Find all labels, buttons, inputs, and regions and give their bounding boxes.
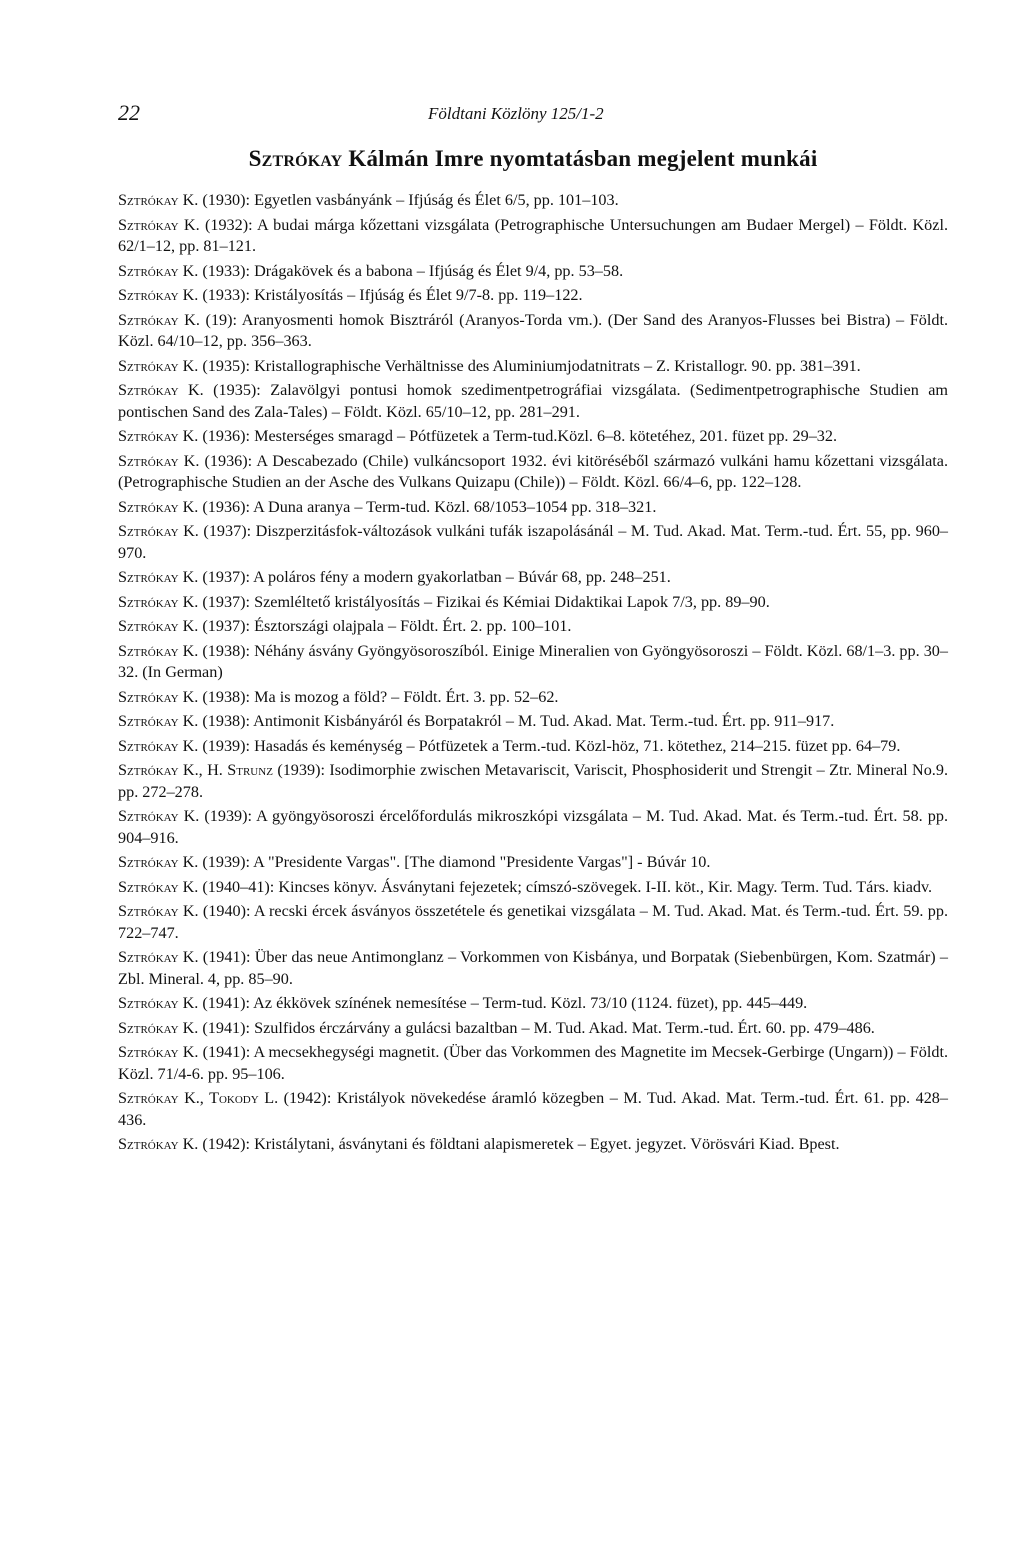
reference-author: Sztrókay K. [118, 451, 200, 470]
reference-entry [118, 567, 948, 589]
reference-text: (1942): Kristálytani, ásványtani és földtani alapismeretek – Egyet. jegyzet. Vörösvári Kiad. Bpest. [198, 1135, 840, 1153]
reference-author: Sztrókay K. [118, 286, 199, 304]
section-title [118, 146, 948, 186]
reference-entry [118, 1042, 948, 1085]
reference-entry [118, 711, 948, 733]
reference-entry [118, 806, 948, 849]
reference-text: (1939): Isodimorphie zwischen Metavariscit, Variscit, Phosphosiderit und Strengit – Ztr. Mineral No.9. pp. 272–278. [118, 761, 948, 801]
reference-text: (19): Aranyosmenti homok Bisztráról (Aranyos-Torda vm.). (Der Sand des Aranyos-Flusses bei Bistra) – Földt. Közl. 64/10–12, pp. 356–363. [118, 310, 949, 350]
reference-text: (1930): Egyetlen vasbányánk – Ifjúság és Élet 6/5, pp. 101–103. [198, 191, 619, 209]
reference-text: (1940–41): Kincses könyv. Ásványtani fejezetek; címszó-szövegek. I-II. köt., Kir. Magy. Term. Tud. Társ. kiadv. [198, 877, 933, 896]
reference-author: Sztrókay K., Tokody L. [118, 1089, 279, 1107]
page-number: 22 [118, 100, 140, 125]
reference-entry [118, 760, 948, 803]
running-header [118, 100, 948, 140]
reference-entry [118, 641, 948, 684]
reference-author: Sztrókay K. [118, 687, 199, 706]
reference-text: (1939): A gyöngyösoroszi ércelőfordulás mikroszkópi vizsgálata – M. Tud. Akad. Mat. és Term.-tud. Ért. 58. pp. 904–916. [118, 807, 948, 847]
reference-author: Sztrókay K. [118, 712, 199, 730]
reference-text: (1941): Az ékkövek színének nemesítése – Term-tud. Közl. 73/10 (1124. füzet), pp. 445–449. [198, 994, 808, 1012]
reference-entry [118, 190, 948, 212]
reference-entry [118, 1018, 948, 1040]
reference-author: Sztrókay K. [118, 427, 199, 445]
reference-entry [118, 1134, 948, 1156]
reference-entry [118, 993, 948, 1015]
reference-text: (1939): A "Presidente Vargas". [The diamond "Presidente Vargas"] - Búvár 10. [198, 853, 711, 871]
reference-text: (1940): A recski ércek ásványos összetétele és genetikai vizsgálata – M. Tud. Akad. Mat. és Term.-tud. Ért. 59. pp. 722–747. [118, 902, 949, 942]
reference-text: (1937): A poláros fény a modern gyakorlatban – Búvár 68, pp. 248–251. [198, 568, 671, 586]
reference-author: Sztrókay K. [118, 641, 199, 660]
reference-text: (1937): Diszperzitásfok-változások vulkáni tufák iszapolásánál – M. Tud. Akad. Mat. Term.-tud. Ért. 55, pp. 960–970. [118, 522, 949, 562]
page [118, 100, 948, 1159]
reference-author: Sztrókay K. [118, 592, 199, 611]
reference-entry [118, 947, 948, 990]
reference-author: Sztrókay K. [118, 877, 199, 896]
reference-entry [118, 261, 948, 283]
reference-text: (1932): A budai márga kőzettani vizsgálata (Petrographische Untersuchungen am Budaer Mergel) – Földt. Közl. 62/1–12, pp. 81–121. [118, 215, 949, 255]
reference-author: Sztrókay K. [118, 310, 200, 329]
reference-author: Sztrókay K. [118, 807, 200, 825]
reference-text: (1936): Mesterséges smaragd – Pótfüzetek a Term-tud.Közl. 6–8. kötetéhez, 201. füzet pp. 29–32. [198, 427, 838, 445]
reference-entry [118, 451, 948, 494]
reference-text: (1933): Drágakövek és a babona – Ifjúság és Élet 9/4, pp. 53–58. [198, 261, 624, 280]
reference-author: Sztrókay K. [118, 948, 199, 966]
reference-list [118, 190, 948, 1156]
reference-author: Sztrókay K. [118, 1043, 199, 1061]
reference-author: Sztrókay K. [118, 497, 199, 516]
reference-text: (1933): Kristályosítás – Ifjúság és Élet 9/7-8. pp. 119–122. [198, 286, 583, 304]
reference-entry [118, 426, 948, 448]
title-name: Sztrókay [248, 146, 343, 171]
reference-text: (1936): A Duna aranya – Term-tud. Közl. 68/1053–1054 pp. 318–321. [198, 497, 657, 516]
reference-entry [118, 521, 948, 564]
reference-author: Sztrókay K. [118, 191, 199, 209]
reference-author: Sztrókay K. [118, 522, 199, 540]
reference-author: Sztrókay K. [118, 1018, 199, 1037]
reference-author: Sztrókay K. [118, 381, 204, 399]
journal-title: Földtani Közlöny 125/1-2 [428, 104, 604, 123]
reference-author: Sztrókay K. [118, 853, 199, 871]
title-rest: Kálmán Imre nyomtatásban megjelent munkái [342, 146, 818, 171]
reference-text: (1939): Hasadás és keménység – Pótfüzetek a Term.-tud. Közl-höz, 71. kötethez, 214–215. füzet pp. 64–79. [198, 736, 901, 755]
reference-author: Sztrókay K. [118, 617, 199, 635]
reference-entry [118, 901, 948, 944]
reference-author: Sztrókay K. [118, 1135, 199, 1153]
reference-entry [118, 215, 948, 258]
reference-text: (1937): Észtországi olajpala – Földt. Ért. 2. pp. 100–101. [198, 617, 572, 635]
reference-text: (1936): A Descabezado (Chile) vulkáncsoport 1932. évi kitöréséből származó vulkáni hamu kőzettani vizsgálata. (Petrographische Studien an der Asche des Vulkans Quizapu (Chile)) – Földt. Közl. 66/4–6, pp. 122–128. [118, 451, 949, 491]
reference-entry [118, 310, 948, 353]
reference-author: Sztrókay K. [118, 356, 199, 375]
reference-text: (1942): Kristályok növekedése áramló közegben – M. Tud. Akad. Mat. Term.-tud. Ért. 61. pp. 428–436. [118, 1089, 948, 1129]
reference-text: (1941): Über das neue Antimonglanz – Vorkommen von Kisbánya, und Borpatak (Siebenbürgen, Kom. Szatmár) – Zbl. Mineral. 4, pp. 85–90. [118, 948, 948, 988]
reference-author: Sztrókay K., H. Strunz [118, 761, 273, 779]
reference-entry [118, 877, 948, 899]
reference-author: Sztrókay K. [118, 902, 199, 920]
reference-entry [118, 380, 948, 423]
reference-text: (1938): Néhány ásvány Gyöngyösoroszíból. Einige Mineralien von Gyöngyösoroszi – Földt. Közl. 68/1–3. pp. 30–32. (In German) [118, 641, 948, 681]
reference-text: (1935): Zalavölgyi pontusi homok szedimentpetrográfiai vizsgálata. (Sedimentpetrographische Studien am pontischen Sand des Zala-Tales) – Földt. Közl. 65/10–12, pp. 281–291. [118, 381, 949, 421]
reference-text: (1937): Szemléltető kristályosítás – Fizikai és Kémiai Didaktikai Lapok 7/3, pp. 89–90. [198, 592, 770, 611]
reference-entry [118, 285, 948, 307]
reference-text: (1938): Antimonit Kisbányáról és Borpatakról – M. Tud. Akad. Mat. Term.-tud. Ért. pp. 911–917. [198, 712, 835, 730]
reference-entry [118, 852, 948, 874]
reference-entry [118, 687, 948, 709]
reference-entry [118, 736, 948, 758]
reference-entry [118, 592, 948, 614]
reference-entry [118, 616, 948, 638]
reference-author: Sztrókay K. [118, 736, 199, 755]
reference-text: (1941): A mecsekhegységi magnetit. (Über das Vorkommen des Magnetite im Mecsek-Gerbirge (Ungarn)) – Földt. Közl. 71/4-6. pp. 95–106. [118, 1043, 948, 1083]
reference-entry [118, 1088, 948, 1131]
reference-text: (1941): Szulfidos érczárvány a gulácsi bazaltban – M. Tud. Akad. Mat. Term.-tud. Ért. 60. pp. 479–486. [198, 1018, 875, 1037]
reference-entry [118, 497, 948, 519]
reference-author: Sztrókay K. [118, 994, 199, 1012]
reference-author: Sztrókay K. [118, 568, 199, 586]
reference-text: (1938): Ma is mozog a föld? – Földt. Ért. 3. pp. 52–62. [198, 687, 559, 706]
reference-author: Sztrókay K. [118, 215, 200, 234]
reference-text: (1935): Kristallographische Verhältnisse des Aluminiumjodatnitrats – Z. Kristallogr. 90. pp. 381–391. [198, 356, 861, 375]
reference-author: Sztrókay K. [118, 261, 199, 280]
reference-entry [118, 356, 948, 378]
